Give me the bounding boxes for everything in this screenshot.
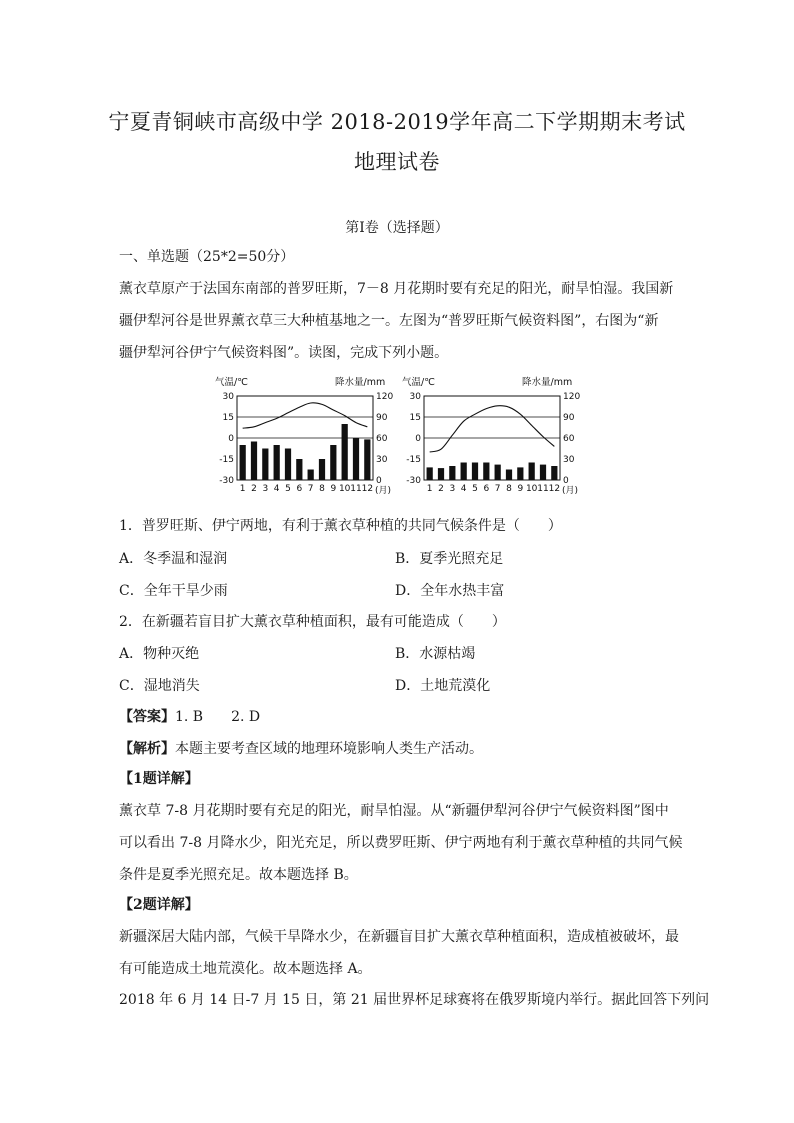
precipitation-tick-label: 60 bbox=[563, 434, 575, 444]
analysis-label: 【解析】 bbox=[119, 741, 175, 757]
month-tick-label: 6 bbox=[483, 484, 490, 494]
precipitation-bar bbox=[449, 466, 455, 480]
temperature-axis-label: 气温/℃ bbox=[215, 377, 248, 388]
month-tick-label: 10 bbox=[338, 484, 351, 494]
detail-1-label: 【1题详解】 bbox=[119, 771, 199, 787]
month-tick-label: 8 bbox=[506, 484, 512, 494]
precipitation-bar bbox=[285, 449, 291, 481]
month-tick-label: 12 bbox=[361, 484, 374, 494]
precipitation-bar bbox=[517, 467, 523, 480]
analysis-row bbox=[119, 739, 679, 759]
temperature-tick-label: 30 bbox=[409, 392, 421, 402]
precipitation-bar bbox=[262, 449, 268, 481]
precipitation-tick-label: 0 bbox=[563, 476, 569, 486]
month-tick-label: 12 bbox=[548, 484, 561, 494]
temperature-tick-label: -15 bbox=[406, 455, 421, 465]
question-2-option-b: B．水源枯竭 bbox=[395, 646, 476, 662]
question-2-option-d: D．土地荒漠化 bbox=[395, 678, 491, 694]
precipitation-bar bbox=[427, 467, 433, 480]
answer-row bbox=[119, 707, 679, 727]
question-1-option-d: D．全年水热丰富 bbox=[395, 583, 505, 599]
document-subtitle: 地理试卷 bbox=[354, 150, 440, 174]
precipitation-bar bbox=[251, 442, 257, 481]
precipitation-bar bbox=[483, 463, 489, 481]
answer-label: 【答案】 bbox=[119, 709, 175, 725]
temperature-curve bbox=[243, 403, 368, 428]
question-1-option-c: C．全年干旱少雨 bbox=[119, 583, 228, 599]
precipitation-tick-label: 30 bbox=[376, 455, 388, 465]
month-tick-label: 1 bbox=[239, 484, 246, 494]
month-tick-label: 10 bbox=[525, 484, 538, 494]
temperature-tick-label: 0 bbox=[228, 434, 234, 444]
month-tick-label: 7 bbox=[494, 484, 501, 494]
month-tick-label: 3 bbox=[262, 484, 269, 494]
detail-2-label: 【2题详解】 bbox=[119, 897, 199, 913]
precipitation-bar bbox=[296, 459, 302, 480]
precipitation-tick-label: 60 bbox=[376, 434, 388, 444]
temperature-tick-label: 15 bbox=[409, 413, 421, 423]
month-tick-label: 4 bbox=[273, 484, 280, 494]
detail-2-line: 新疆深居大陆内部，气候干旱降水少，在新疆盲目扩大薰衣草种植面积，造成植被破坏，最 bbox=[119, 929, 679, 945]
month-tick-label: 9 bbox=[517, 484, 524, 494]
climate-charts bbox=[213, 372, 593, 500]
intro-line: 疆伊犁河谷伊宁气候资料图”。读图，完成下列小题。 bbox=[119, 345, 449, 361]
question-2-option-c: C．湿地消失 bbox=[119, 678, 200, 694]
month-tick-label: 5 bbox=[472, 484, 478, 494]
month-tick-label: 1 bbox=[426, 484, 433, 494]
analysis-text: 本题主要考查区域的地理环境影响人类生产活动。 bbox=[175, 741, 483, 757]
precipitation-bar bbox=[529, 463, 535, 481]
detail-2-line: 有可能造成土地荒漠化。故本题选择 A。 bbox=[119, 961, 372, 977]
precipitation-bar bbox=[540, 465, 546, 480]
intro-line: 薰衣草原产于法国东南部的普罗旺斯，7－8 月花期时要有充足的阳光，耐旱怕湿。我国新 bbox=[119, 281, 674, 297]
precipitation-bar bbox=[274, 445, 280, 480]
climate-charts-svg bbox=[213, 372, 593, 500]
question-1-option-a: A．冬季温和湿润 bbox=[119, 551, 228, 567]
question-2-option-a: A．物种灭绝 bbox=[119, 646, 200, 662]
precipitation-tick-label: 30 bbox=[563, 455, 575, 465]
precipitation-bar bbox=[472, 463, 478, 481]
month-tick-label: 4 bbox=[460, 484, 467, 494]
temperature-tick-label: 30 bbox=[222, 392, 234, 402]
precipitation-axis-label: 降水量/mm bbox=[335, 377, 386, 388]
month-tick-label: 2 bbox=[251, 484, 257, 494]
precipitation-bar bbox=[330, 445, 336, 480]
month-axis-label: (月) bbox=[375, 486, 392, 496]
precipitation-bar bbox=[240, 445, 246, 480]
precipitation-bar bbox=[319, 459, 325, 480]
detail-1-line: 可以看出 7-8 月降水少，阳光充足，所以费罗旺斯、伊宁两地有利于薰衣草种植的共同气候 bbox=[119, 835, 683, 851]
precipitation-bar bbox=[551, 466, 557, 480]
precipitation-bar bbox=[461, 463, 467, 481]
next-passage: 2018 年 6 月 14 日-7 月 15 日，第 21 届世界杯足球赛将在俄罗斯境内举行。据此回答下列问 bbox=[119, 992, 710, 1008]
temperature-tick-label: 15 bbox=[222, 413, 234, 423]
question-1-stem: 1．普罗旺斯、伊宁两地，有利于薰衣草种植的共同气候条件是（ ） bbox=[119, 518, 562, 534]
question-1-option-b: B．夏季光照充足 bbox=[395, 551, 504, 567]
precipitation-tick-label: 120 bbox=[563, 392, 581, 402]
precipitation-bar bbox=[308, 470, 314, 481]
month-tick-label: 9 bbox=[330, 484, 337, 494]
month-axis-label: (月) bbox=[562, 486, 579, 496]
question-2-stem: 2．在新疆若盲目扩大薰衣草种植面积，最有可能造成（ ） bbox=[119, 614, 506, 630]
month-tick-label: 6 bbox=[296, 484, 303, 494]
temperature-curve bbox=[430, 406, 555, 452]
precipitation-bar bbox=[438, 468, 444, 480]
temperature-tick-label: -15 bbox=[219, 455, 234, 465]
temperature-tick-label: 0 bbox=[415, 434, 421, 444]
month-tick-label: 3 bbox=[449, 484, 456, 494]
precipitation-tick-label: 0 bbox=[376, 476, 382, 486]
answer-text: 1. B 2. D bbox=[175, 709, 261, 725]
precipitation-bar bbox=[342, 424, 348, 480]
month-tick-label: 8 bbox=[319, 484, 325, 494]
document-title: 宁夏青铜峡市高级中学 2018-2019学年高二下学期期末考试 bbox=[108, 110, 686, 134]
precipitation-bar bbox=[506, 470, 512, 481]
precipitation-bar bbox=[495, 465, 501, 480]
section-heading: 一、单选题（25*2=50分） bbox=[119, 249, 295, 265]
detail-1-line: 条件是夏季光照充足。故本题选择 B。 bbox=[119, 867, 358, 883]
precipitation-bar bbox=[364, 439, 370, 480]
temperature-axis-label: 气温/℃ bbox=[402, 377, 435, 388]
precipitation-axis-label: 降水量/mm bbox=[522, 377, 573, 388]
month-tick-label: 2 bbox=[438, 484, 444, 494]
precipitation-bar bbox=[353, 438, 359, 480]
precipitation-tick-label: 90 bbox=[376, 413, 388, 423]
detail-1-line: 薰衣草 7-8 月花期时要有充足的阳光，耐旱怕湿。从“新疆伊犁河谷伊宁气候资料图”图中 bbox=[119, 803, 669, 819]
month-tick-label: 5 bbox=[285, 484, 291, 494]
month-tick-label: 11 bbox=[537, 484, 549, 494]
temperature-tick-label: -30 bbox=[406, 476, 421, 486]
precipitation-tick-label: 120 bbox=[376, 392, 394, 402]
volume-heading: 第Ⅰ卷（选择题） bbox=[345, 220, 449, 236]
month-tick-label: 7 bbox=[307, 484, 314, 494]
month-tick-label: 11 bbox=[350, 484, 362, 494]
precipitation-tick-label: 90 bbox=[563, 413, 575, 423]
temperature-tick-label: -30 bbox=[219, 476, 234, 486]
intro-line: 疆伊犁河谷是世界薰衣草三大种植基地之一。左图为“普罗旺斯气候资料图”，右图为“新 bbox=[119, 313, 659, 329]
